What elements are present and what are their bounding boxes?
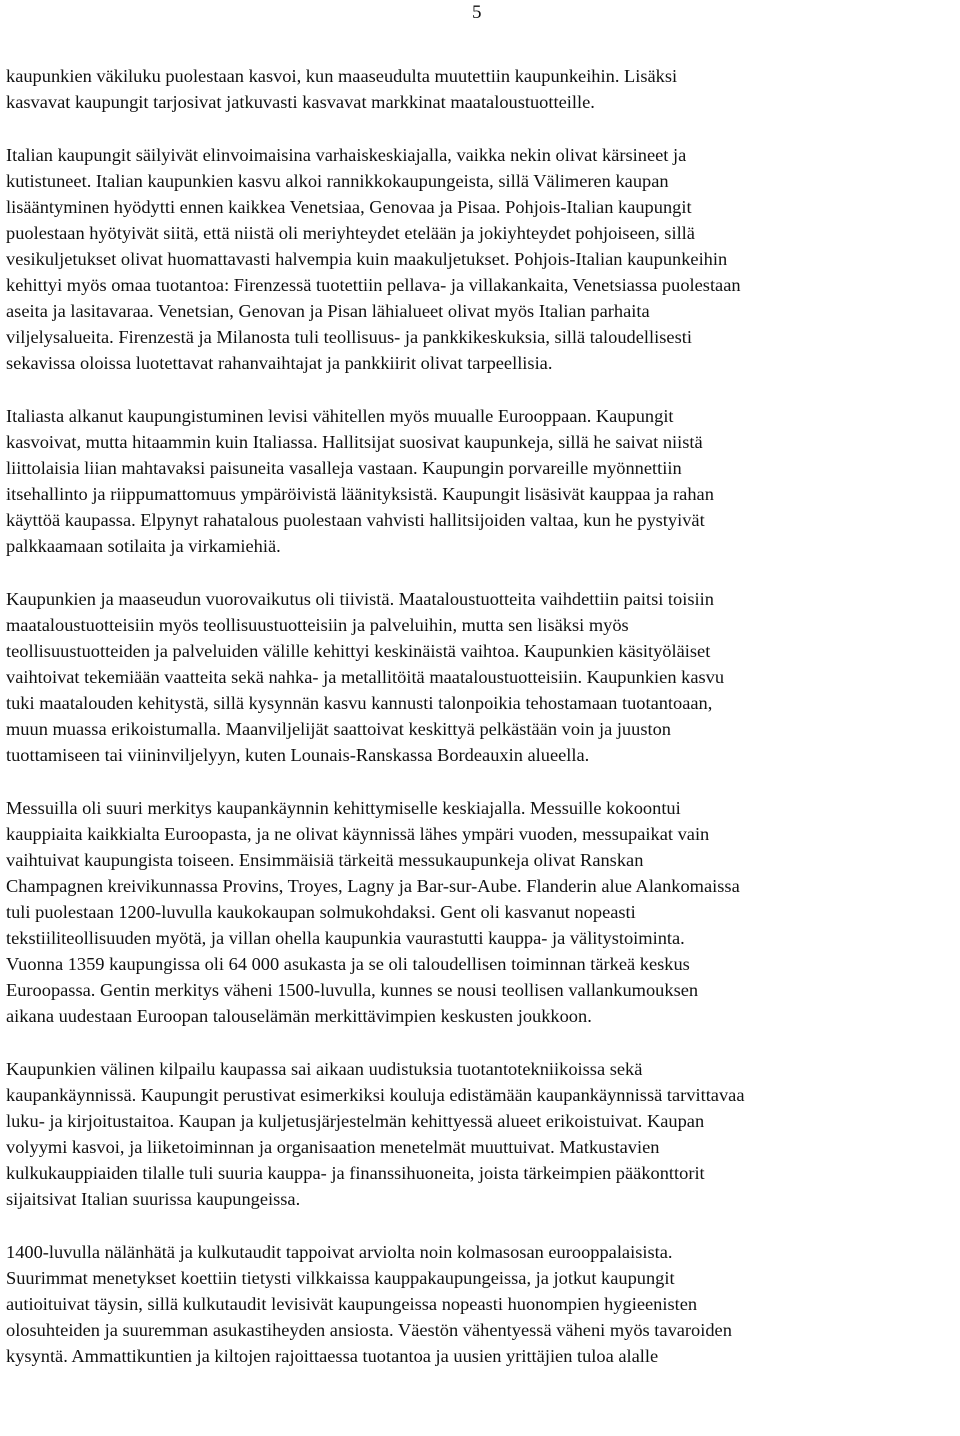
text-line: liittolaisia liian mahtavaksi paisuneita vasalleja vastaan. Kaupungin porvareille myönnettiin (6, 458, 682, 478)
text-line: käyttöä kaupassa. Elpynyt rahatalous puolestaan vahvisti hallitsijoiden valtaa, kun he pystyivät (6, 510, 705, 530)
text-line: kasvoivat, mutta hitaammin kuin Italiassa. Hallitsijat suosivat kaupunkeja, sillä he saivat niistä (6, 432, 703, 452)
document-body (6, 63, 956, 1396)
text-line: Italian kaupungit säilyivät elinvoimaisina varhaiskeskiajalla, vaikka nekin olivat kärsineet ja (6, 145, 687, 165)
text-line: kysyntä. Ammattikuntien ja kiltojen rajoittaessa tuotantoa ja uusien yrittäjien tuloa alalle (6, 1346, 659, 1366)
text-line: Euroopassa. Gentin merkitys väheni 1500-luvulla, kunnes se nousi teollisen vallankumouksen (6, 980, 699, 1000)
text-line: sijaitsivat Italian suurissa kaupungeissa. (6, 1189, 301, 1209)
text-line: itsehallinto ja riippumattomuus ympäröivistä läänityksistä. Kaupungit lisäsivät kauppaa ja rahan (6, 484, 714, 504)
text-line: tuli puolestaan 1200-luvulla kaukokaupan solmukohdaksi. Gent oli kasvanut nopeasti (6, 902, 636, 922)
text-line: Champagnen kreivikunnassa Provins, Troyes, Lagny ja Bar-sur-Aube. Flanderin alue Alankomaissa (6, 876, 740, 896)
text-line: Italiasta alkanut kaupungistuminen levisi vähitellen myös muualle Eurooppaan. Kaupungit (6, 406, 674, 426)
paragraph-6 (6, 1056, 956, 1212)
text-line: palkkaamaan sotilaita ja virkamiehiä. (6, 536, 281, 556)
text-line: kaupankäynnissä. Kaupungit perustivat esimerkiksi kouluja edistämään kaupankäynnissä tarvittavaa (6, 1085, 745, 1105)
paragraph-1 (6, 63, 956, 115)
text-line: kutistuneet. Italian kaupunkien kasvu alkoi rannikkokaupungeista, sillä Välimeren kaupan (6, 171, 669, 191)
text-line: autioituivat täysin, sillä kulkutaudit levisivät kaupungeissa nopeasti huonompien hygieenisten (6, 1294, 698, 1314)
text-line: kehittyi myös omaa tuotantoa: Firenzessä tuotettiin pellava- ja villakankaita, Venetsiassa puolestaan (6, 275, 741, 295)
text-line: Kaupunkien ja maaseudun vuorovaikutus oli tiivistä. Maataloustuotteita vaihdettiin paitsi toisiin (6, 589, 714, 609)
text-line: vesikuljetukset olivat huomattavasti halvempia kuin maakuljetukset. Pohjois-Italian kaupunkeihin (6, 249, 728, 269)
text-line: kaupunkien väkiluku puolestaan kasvoi, kun maaseudulta muutettiin kaupunkeihin. Lisäksi (6, 66, 678, 86)
text-line: tekstiiliteollisuuden myötä, ja villan ohella kaupunkia vaurastutti kauppa- ja välitystoiminta. (6, 928, 685, 948)
text-line: volyymi kasvoi, ja liiketoiminnan ja organisaation menetelmät muuttuivat. Matkustavien (6, 1137, 660, 1157)
text-line: muun muassa erikoistumalla. Maanviljelijät saattoivat keskittyä pelkästään voin ja juuston (6, 719, 671, 739)
paragraph-7 (6, 1239, 956, 1369)
text-line: kasvavat kaupungit tarjosivat jatkuvasti kasvavat markkinat maataloustuotteille. (6, 92, 595, 112)
paragraph-3 (6, 403, 956, 559)
paragraph-2 (6, 142, 956, 376)
paragraph-4 (6, 586, 956, 768)
text-line: tuki maatalouden kehitystä, sillä kysynnän kasvu kannusti talonpoikia tehostamaan tuotantoaan, (6, 693, 713, 713)
text-line: Vuonna 1359 kaupungissa oli 64 000 asukasta ja se oli taloudellisen toiminnan tärkeä keskus (6, 954, 690, 974)
text-line: puolestaan hyötyivät siitä, että niistä oli meriyhteydet etelään ja jokiyhteydet pohjoiseen, sillä (6, 223, 695, 243)
text-line: lisääntyminen hyödytti ennen kaikkea Venetsiaa, Genovaa ja Pisaa. Pohjois-Italian kaupungit (6, 197, 692, 217)
page-number: 5 (472, 2, 482, 23)
paragraph-5 (6, 795, 956, 1029)
text-line: Suurimmat menetykset koettiin tietysti vilkkaissa kauppakaupungeissa, ja jotkut kaupungit (6, 1268, 675, 1288)
text-line: aikana uudestaan Euroopan talouselämän merkittävimpien keskusten joukkoon. (6, 1006, 592, 1026)
text-line: olosuhteiden ja suuremman asukastiheyden ansiosta. Väestön vähentyessä väheni myös tavaroiden (6, 1320, 732, 1340)
text-line: teollisuustuotteiden ja palveluiden välille kehittyi keskinäistä vaihtoa. Kaupunkien käsityöläiset (6, 641, 711, 661)
text-line: sekavissa oloissa luotettavat rahanvaihtajat ja pankkiirit olivat tarpeellisia. (6, 353, 553, 373)
text-line: 1400-luvulla nälänhätä ja kulkutaudit tappoivat arviolta noin kolmasosan eurooppalaisista. (6, 1242, 673, 1262)
text-line: vaihtoivat tekemiään vaatteita sekä nahka- ja metallitöitä maataloustuotteisiin. Kaupunkien kasvu (6, 667, 725, 687)
text-line: luku- ja kirjoitustaitoa. Kaupan ja kuljetusjärjestelmän kehittyessä alueet erikoistuivat. Kaupan (6, 1111, 705, 1131)
text-line: vaihtuivat kaupungista toiseen. Ensimmäisiä tärkeitä messukaupunkeja olivat Ranskan (6, 850, 644, 870)
text-line: Kaupunkien välinen kilpailu kaupassa sai aikaan uudistuksia tuotantotekniikoissa sekä (6, 1059, 643, 1079)
text-line: maataloustuotteisiin myös teollisuustuotteisiin ja palveluihin, mutta sen lisäksi myös (6, 615, 629, 635)
text-line: tuottamiseen tai viininviljelyyn, kuten Lounais-Ranskassa Bordeauxin alueella. (6, 745, 590, 765)
text-line: Messuilla oli suuri merkitys kaupankäynnin kehittymiselle keskiajalla. Messuille kokoontui (6, 798, 681, 818)
text-line: aseita ja lasitavaraa. Venetsian, Genovan ja Pisan lähialueet olivat myös Italian parhaita (6, 301, 650, 321)
text-line: kauppiaita kaikkialta Euroopasta, ja ne olivat käynnissä lähes ympäri vuoden, messupaikat vain (6, 824, 710, 844)
text-line: viljelysalueita. Firenzestä ja Milanosta tuli teollisuus- ja pankkikeskuksia, sillä taloudellisesti (6, 327, 692, 347)
text-line: kulkukauppiaiden tilalle tuli suuria kauppa- ja finanssihuoneita, joista tärkeimpien pääkonttorit (6, 1163, 705, 1183)
